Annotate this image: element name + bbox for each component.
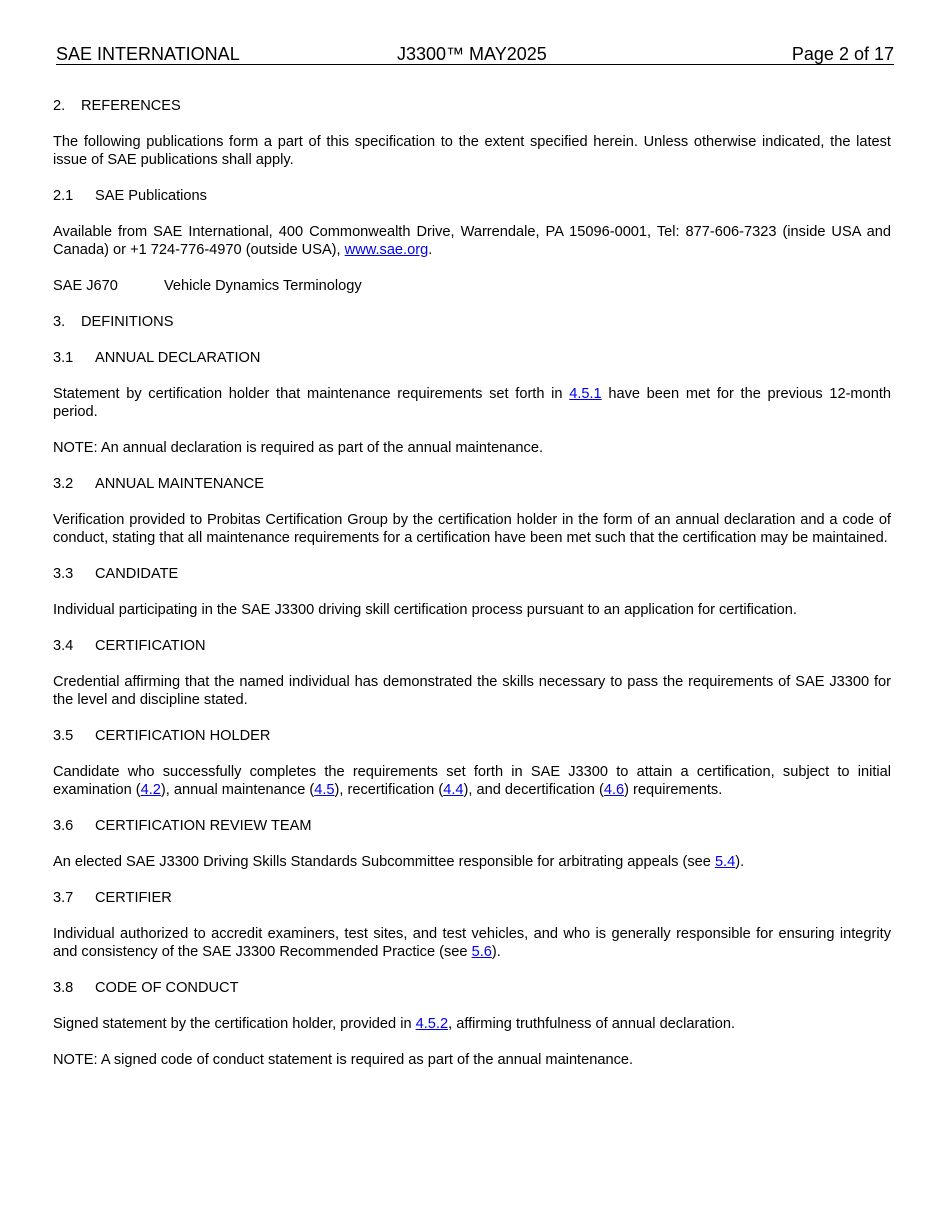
section-heading-2: [53, 97, 891, 115]
definition-annual-maintenance: Verification provided to Probitas Certification Group by the certification holder in the form of an annual declaration and a code of conduct, stating that all maintenance requirements for a certification have been met such that the certification may be maintained.: [53, 512, 891, 546]
page-header: [56, 44, 894, 65]
header-organization: SAE INTERNATIONAL: [56, 44, 240, 64]
section-title: CERTIFICATION HOLDER: [95, 728, 271, 744]
definition-annual-declaration: Statement by certification holder that maintenance requirements set forth in 4.5.1 have been met for the previous 12-month period.: [53, 386, 891, 420]
section-heading-3-5: [53, 727, 891, 745]
section-title: SAE Publications: [95, 188, 207, 204]
section-title: DEFINITIONS: [81, 314, 174, 330]
section-number: 3.3: [53, 566, 74, 582]
section-title: CANDIDATE: [95, 566, 179, 582]
section-heading-3-7: [53, 889, 891, 907]
link-5-6[interactable]: 5.6: [471, 944, 492, 960]
link-4-2[interactable]: 4.2: [140, 782, 161, 798]
section-number: 3.2: [53, 476, 74, 492]
section-number: 2.: [53, 98, 66, 114]
section-heading-3-8: [53, 979, 891, 997]
definition-certifier: Individual authorized to accredit examiners, test sites, and test vehicles, and who is generally responsible for ensuring integrity and consistency of the SAE J3300 Recommended Practice (see 5.6).: [53, 926, 891, 960]
definition-certification-holder: Candidate who successfully completes the requirements set forth in SAE J3300 to attain a certification, subject to initial examination (4.2), annual maintenance (4.5), recertification (4.4), and decertification (4.6) requirements.: [53, 764, 891, 798]
section-heading-3-6: [53, 817, 891, 835]
section-number: 3.1: [53, 350, 74, 366]
section-title: REFERENCES: [81, 98, 181, 114]
section-number: 3.8: [53, 980, 74, 996]
link-4-5[interactable]: 4.5: [314, 782, 335, 798]
section-heading-3: [53, 313, 891, 331]
definition-candidate: Individual participating in the SAE J3300 driving skill certification process pursuant to an application for certification.: [53, 602, 797, 618]
section-heading-3-1: [53, 349, 891, 367]
link-4-5-1[interactable]: 4.5.1: [569, 386, 602, 402]
link-4-5-2[interactable]: 4.5.2: [415, 1016, 449, 1032]
definition-certification-review-team: An elected SAE J3300 Driving Skills Standards Subcommittee responsible for arbitrating appeals (see 5.4).: [53, 854, 745, 870]
document-body: [53, 97, 891, 1087]
link-4-6[interactable]: 4.6: [603, 782, 625, 798]
section-title: ANNUAL MAINTENANCE: [95, 476, 264, 492]
definition-certification: Credential affirming that the named individual has demonstrated the skills necessary to pass the requirements of SAE J3300 for the level and discipline stated.: [53, 674, 891, 708]
reference-id: SAE J670: [53, 278, 118, 294]
sae-availability-paragraph: Available from SAE International, 400 Commonwealth Drive, Warrendale, PA 15096-0001, Tel: 877-606-7323 (inside USA and Canada) or +1 724-776-4970 (outside USA), www.sae.org.: [53, 224, 891, 258]
note-code-of-conduct: NOTE: A signed code of conduct statement is required as part of the annual maintenance.: [53, 1052, 634, 1068]
section-title: CERTIFIER: [95, 890, 172, 906]
section-number: 2.1: [53, 188, 74, 204]
header-document-id: J3300™ MAY2025: [397, 44, 547, 64]
section-title: ANNUAL DECLARATION: [95, 350, 261, 366]
sae-website-link[interactable]: www.sae.org: [344, 242, 429, 258]
reference-entry: [53, 277, 891, 295]
section-number: 3.7: [53, 890, 74, 906]
section-title: CERTIFICATION: [95, 638, 206, 654]
section-number: 3.5: [53, 728, 74, 744]
section-title: CERTIFICATION REVIEW TEAM: [95, 818, 312, 834]
section-title: CODE OF CONDUCT: [95, 980, 239, 996]
section-number: 3.6: [53, 818, 74, 834]
link-5-4[interactable]: 5.4: [714, 854, 736, 870]
references-intro: The following publications form a part of this specification to the extent specified herein. Unless otherwise indicated, the latest issue of SAE publications shall apply.: [53, 134, 891, 168]
section-number: 3.4: [53, 638, 74, 654]
definition-code-of-conduct: Signed statement by the certification holder, provided in 4.5.2, affirming truthfulness of annual declaration.: [53, 1016, 736, 1032]
section-heading-3-4: [53, 637, 891, 655]
section-heading-2-1: [53, 187, 891, 205]
section-number: 3.: [53, 314, 66, 330]
header-page-number: Page 2 of 17: [791, 44, 894, 64]
reference-title: Vehicle Dynamics Terminology: [164, 278, 362, 294]
link-4-4[interactable]: 4.4: [443, 782, 464, 798]
section-heading-3-3: [53, 565, 891, 583]
section-heading-3-2: [53, 475, 891, 493]
note-annual-declaration: NOTE: An annual declaration is required as part of the annual maintenance.: [53, 440, 544, 456]
